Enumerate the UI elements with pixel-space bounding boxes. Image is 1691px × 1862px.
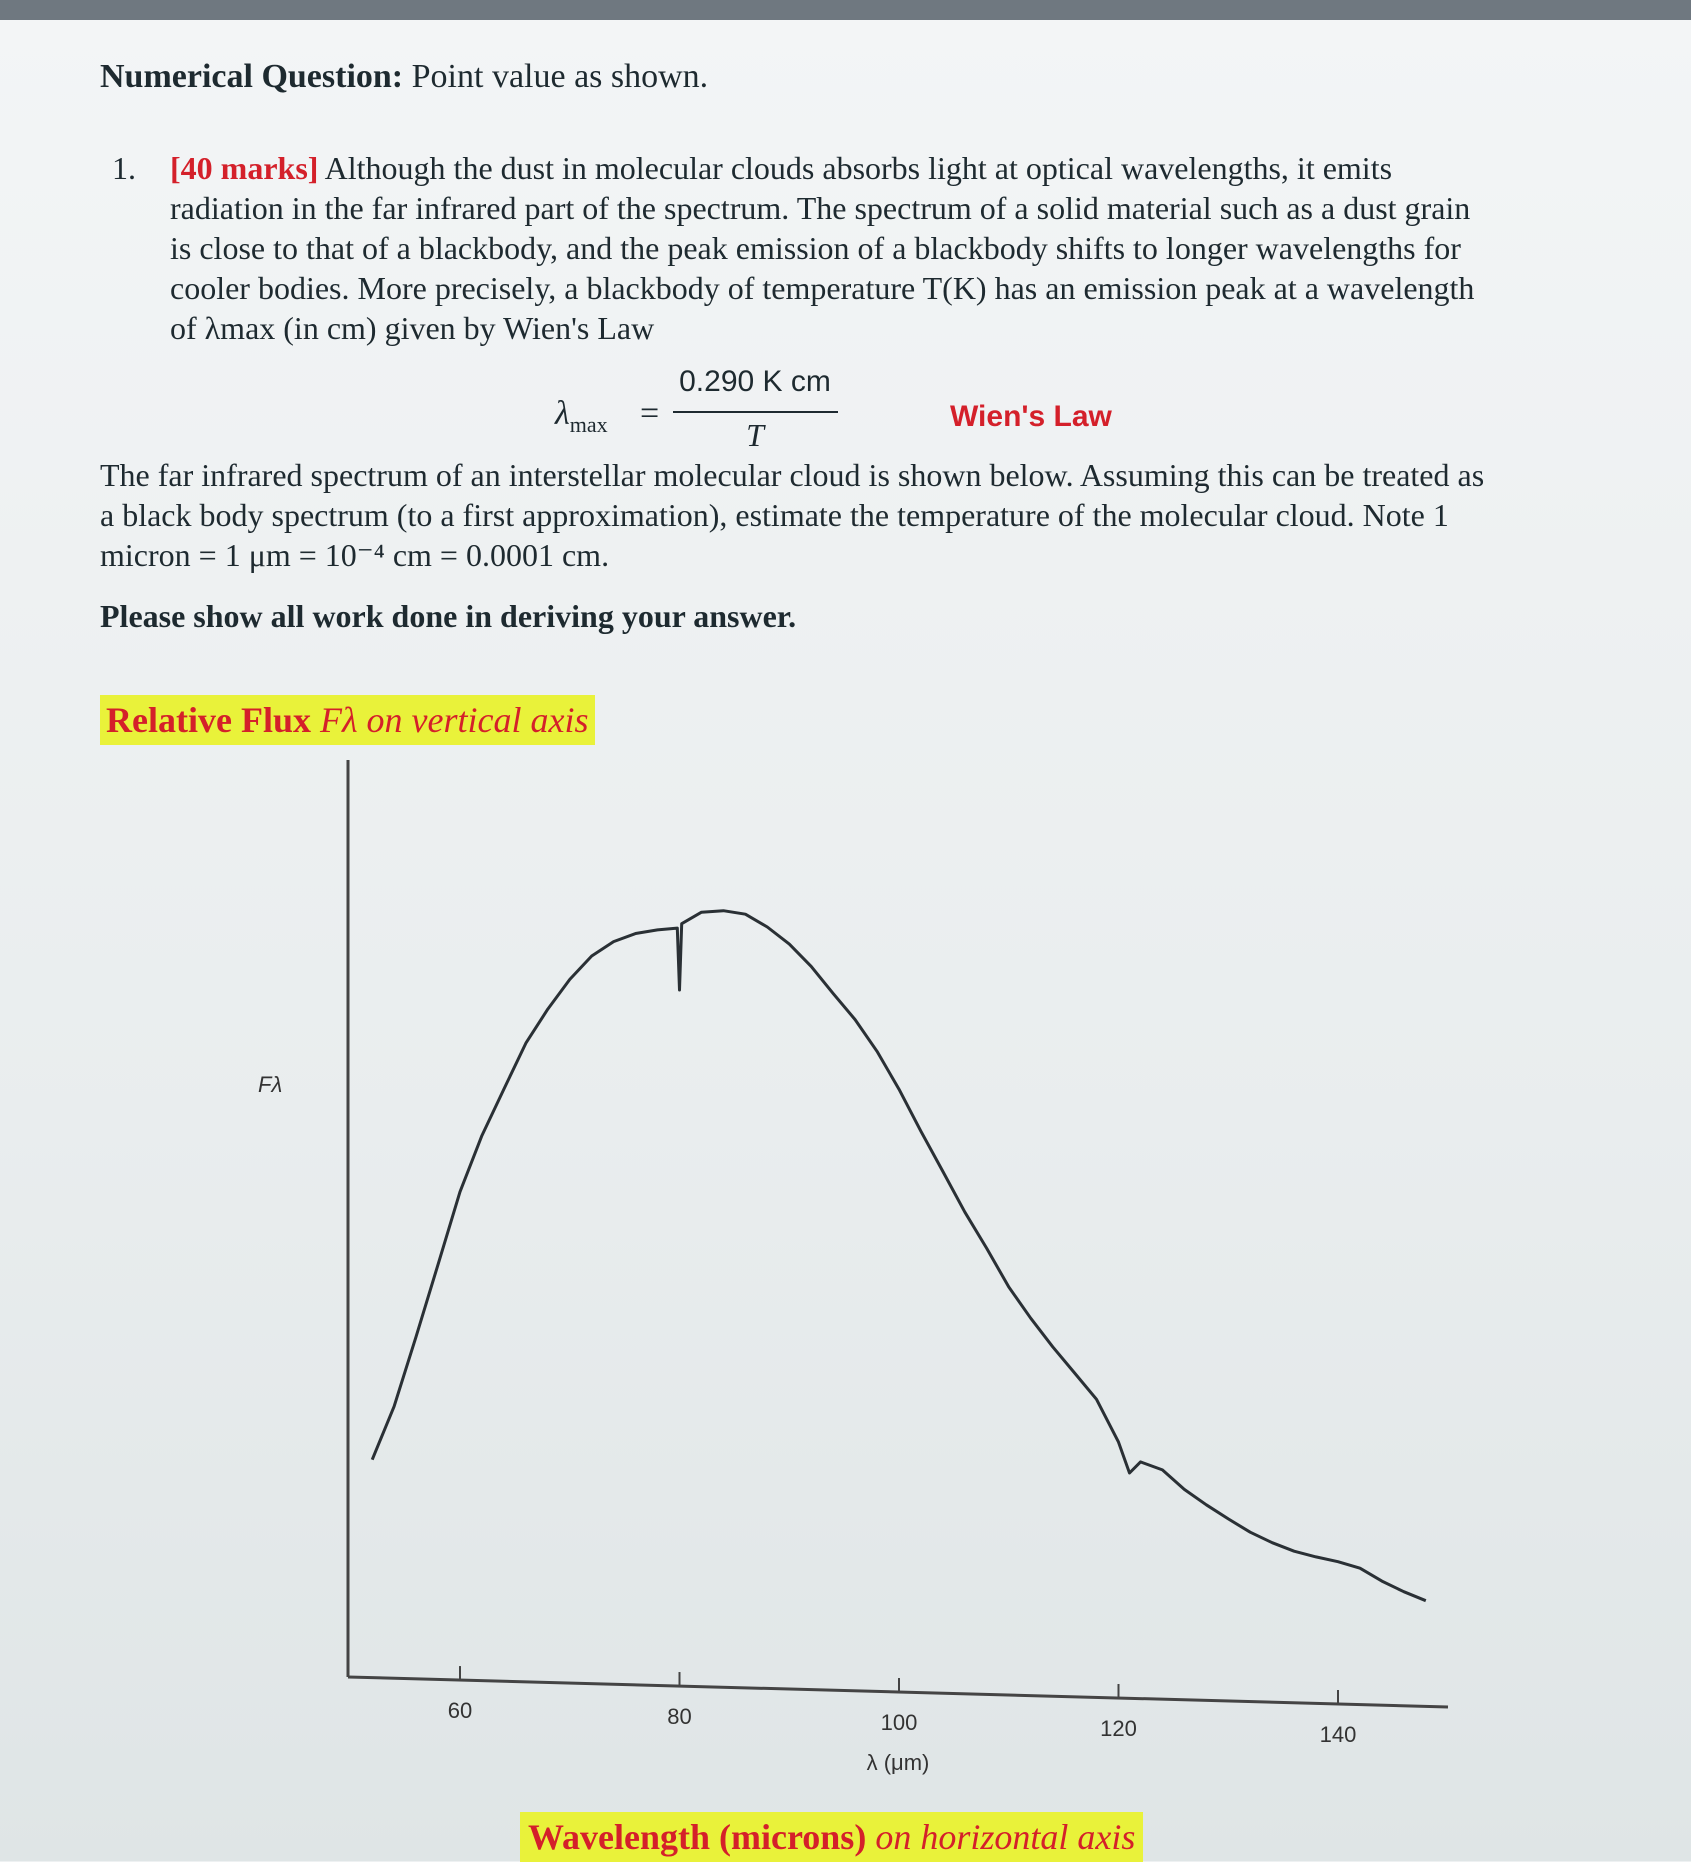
formula-lambda-sub: max xyxy=(569,411,608,437)
spectrum-curve xyxy=(372,911,1426,1601)
formula-equals: = xyxy=(640,395,660,432)
question-body: Although the dust in molecular clouds absorbs light at optical wavelengths, it emits radiation in the far infrared part of the spectrum. The spectrum of a solid material such as a dust grain is close to that of a blackbody, and the peak emission of a blackbody shifts to longer wavelengths for cooler bodies. More precisely, a blackbody of temperature T(K) has an emission peak at a wavelength of λmax (in cm) given by Wien's Law xyxy=(170,150,1475,346)
heading-rest: Point value as shown. xyxy=(403,58,709,95)
formula-lambda: λ xyxy=(555,395,570,432)
x-tick-label: 80 xyxy=(667,1704,692,1730)
horizontal-caption-bold: Wavelength (microns) xyxy=(528,1817,867,1857)
heading-bold: Numerical Question: xyxy=(100,58,404,95)
x-tick-label: 100 xyxy=(880,1710,918,1736)
show-work-note: Please show all work done in deriving your answer. xyxy=(100,598,797,634)
spectrum-paragraph: The far infrared spectrum of an interstellar molecular cloud is shown below. Assuming this can be treated as a black body spectrum (to a first approximation), estimate the temperature of the molecular cloud. Note 1 micron = 1 μm = 10⁻⁴ cm = 0.0001 cm. xyxy=(100,457,1485,573)
x-tick-label: 120 xyxy=(1100,1716,1137,1742)
formula-denominator: T xyxy=(746,417,764,453)
formula-name: Wien's Law xyxy=(950,400,1112,433)
question-marks: [40 marks] xyxy=(170,150,319,186)
question-number: 1. xyxy=(112,150,136,186)
x-axis-label: λ (μm) xyxy=(866,1750,930,1775)
x-tick-labels xyxy=(448,1698,1357,1747)
formula-numerator: 0.290 K cm xyxy=(679,365,831,398)
horizontal-axis-caption xyxy=(520,1812,1143,1862)
x-tick-label: 60 xyxy=(447,1698,473,1724)
vertical-caption-italic: Fλ on vertical axis xyxy=(319,700,589,740)
horizontal-caption-italic: on horizontal axis xyxy=(875,1817,1136,1857)
x-tick-label: 140 xyxy=(1319,1722,1357,1747)
vertical-caption-bold: Relative Flux xyxy=(106,700,311,740)
y-axis-label: Fλ xyxy=(258,1072,283,1097)
